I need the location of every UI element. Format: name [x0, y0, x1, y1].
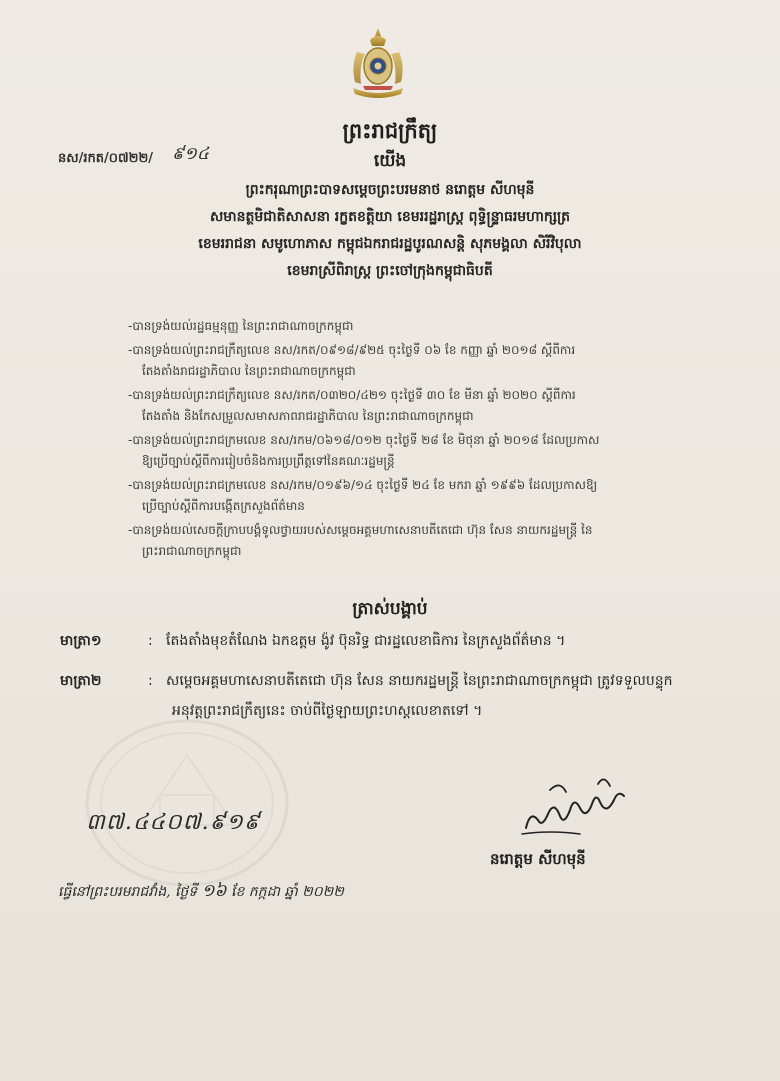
consideration-text: -បានទ្រង់យល់រដ្ឋធម្មនុញ្ញ នៃព្រះរាជាណាចក្រកម្ពុជា — [128, 319, 354, 333]
consideration-item — [128, 475, 688, 517]
date-month: ខែ កក្កដា — [231, 884, 280, 900]
article-text: សម្តេចអគ្គមហាសេនាបតីតេជោ ហ៊ុន សែន នាយករដ្ឋមន្ត្រី នៃព្រះរាជាណាចក្រកម្ពុជា ត្រូវទទួលបន្ទុក — [166, 673, 673, 689]
decree-title: ព្រះរាជក្រឹត្យ — [342, 119, 438, 143]
reference-handwritten-number: ៩១៤ — [172, 144, 209, 164]
consideration-item — [128, 520, 688, 562]
date-line — [58, 880, 344, 905]
consideration-text-continued: ឱ្យប្រើច្បាប់ស្តីពីការរៀបចំនិងការប្រព្រឹត្តទៅនៃគណៈរដ្ឋមន្ត្រី — [142, 454, 395, 468]
consideration-text-continued: តែងតាំងរាជរដ្ឋាភិបាល នៃព្រះរាជាណាចក្រកម្ពុជា — [142, 364, 356, 378]
article-1 — [60, 626, 740, 656]
royal-title-line: ព្រះករុណាព្រះបាទសម្តេចព្រះបរមនាថ នរោត្តម សីហមុនី — [245, 182, 535, 198]
considerations-list — [128, 316, 688, 565]
consideration-item — [128, 385, 688, 427]
consideration-text-continued: ប្រើច្បាប់ស្តីពីការបង្កើតក្រសួងព័ត៌មាន — [142, 499, 305, 513]
article-label: មាត្រា១ — [60, 633, 102, 649]
king-name: នរោត្តម សីហមុនី — [490, 850, 586, 868]
royal-title-line: ខេមរាស្រីពិរាស្ត្រ ព្រះចៅក្រុងកម្ពុជាធិបតី — [287, 263, 493, 279]
consideration-text: -បានទ្រង់យល់ព្រះរាជក្រឹត្យលេខ នស/រកត/០៩១៨/៩២៥ ចុះថ្ងៃទី ០៦ ខែ កញ្ញា ឆ្នាំ ២០១៨ ស្តីពីការ — [128, 343, 576, 357]
consideration-item — [128, 340, 688, 382]
king-signature-icon — [520, 770, 630, 840]
consideration-item — [128, 316, 688, 337]
article-text-continued: អនុវត្តព្រះរាជក្រឹត្យនេះ ចាប់ពីថ្ងៃឡាយព្រះហស្តលេខាតទៅ ។ — [172, 703, 483, 719]
article-colon: : — [148, 673, 153, 689]
decree-subtitle: យើង — [373, 151, 407, 171]
date-year-prefix: ឆ្នាំ — [284, 884, 298, 900]
consideration-item — [128, 430, 688, 472]
article-label: មាត្រា២ — [60, 673, 102, 689]
registry-handwritten-number: ៣៧.៤៤០៧.៩១៩ — [86, 810, 261, 835]
consideration-text: -បានទ្រង់យល់ព្រះរាជក្រមលេខ នស/រកម/០៦១៨/០១២ ចុះថ្ងៃទី ២៨ ខែ មិថុនា ឆ្នាំ ២០១៨ ដែលប្រកាស — [128, 433, 600, 447]
order-heading: ត្រាស់បង្គាប់ — [352, 599, 428, 619]
royal-title-line: សមានត្ថមិជាតិសាសនា រក្ខតខត្តិយា ខេមររដ្ឋរាស្ត្រ ពុទ្ធិន្ទ្រាធរមហាក្សត្រ — [209, 209, 571, 225]
date-day: ១៦ — [201, 881, 227, 901]
date-year: ២០២២ — [302, 884, 344, 900]
royal-title-line: ខេមររាជនា សមូហោភាស កម្ពុជឯករាជរដ្ឋបូរណសន្តិ សុភមង្គលា សិរីវិបុលា — [198, 236, 582, 252]
consideration-text: -បានទ្រង់យល់សេចក្តីក្រាបបង្គំទូលថ្វាយរបស់សម្តេចអគ្គមហាសេនាបតីតេជោ ហ៊ុន សែន នាយករដ្ឋមន្ត្រី នៃ — [128, 523, 593, 537]
consideration-text: -បានទ្រង់យល់ព្រះរាជក្រឹត្យលេខ នស/រកត/០៣២០/៤២១ ចុះថ្ងៃទី ៣០ ខែ មីនា ឆ្នាំ ២០២០ ស្តីពីការ — [128, 388, 576, 402]
royal-coat-of-arms-icon — [345, 26, 411, 100]
consideration-text-continued: តែងតាំង និងកែសម្រួលសមាសភាពរាជរដ្ឋាភិបាល នៃព្រះរាជាណាចក្រកម្ពុជា — [142, 409, 474, 423]
article-text: តែងតាំងមុខតំណែង ឯកឧត្តម ង៉ូវ ប៊ុនរិទ្ធ ជារដ្ឋលេខាធិការ នៃក្រសួងព័ត៌មាន ។ — [166, 633, 566, 649]
reference-number: នស/រកត/០៧២២/ — [58, 151, 154, 166]
article-colon: : — [148, 633, 153, 649]
consideration-text: -បានទ្រង់យល់ព្រះរាជក្រមលេខ នស/រកម/០១៩៦/១៤ ចុះថ្ងៃទី ២៤ ខែ មករា ឆ្នាំ ១៩៩៦ ដែលប្រកាសឱ្យ — [128, 478, 598, 492]
consideration-text-continued: ព្រះរាជាណាចក្រកម្ពុជា — [142, 544, 242, 558]
date-prefix: ធ្វើនៅព្រះបរមរាជវាំង, ថ្ងៃទី — [58, 884, 198, 900]
embossed-seal-icon — [80, 715, 295, 890]
